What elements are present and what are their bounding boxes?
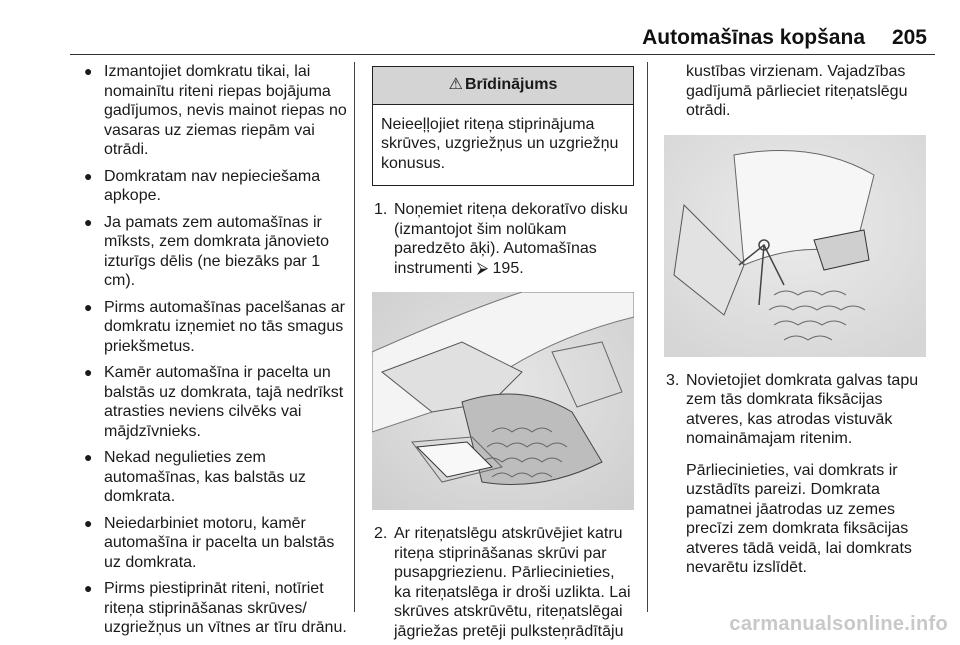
warning-header — [373, 67, 633, 105]
warning-text: Neieeļļojiet riteņa stiprinājuma skrūves, uzgriežņus un uzgriežņu konusus. — [381, 115, 619, 172]
warning-title: Brīdinājums — [464, 76, 558, 93]
bullet-icon: ● — [84, 449, 93, 465]
bullet-icon: ● — [84, 364, 93, 380]
column-left — [80, 62, 348, 645]
jack-position-drawing — [664, 135, 926, 357]
column-divider — [354, 62, 355, 612]
step-2 — [372, 524, 634, 641]
list-item: ● Kamēr automašīna ir pacelta un balstās uz domkrata, tajā nedrīkst atrasties neviens cilvēks vai mājdzīvnieks. — [84, 364, 344, 440]
page-header — [0, 18, 935, 58]
page-ref-arrow-icon: ⮚ — [476, 259, 489, 277]
step-paragraph: Pārliecinieties, vai domkrats ir uzstādīts pareizi. Domkrata pamatnei jāatrodas uz zemes precīzi zem domkrata fiksācijas atveres tādā veidā, lai domkrats nevarētu izslīdēt. — [686, 461, 912, 576]
bullet-icon: ● — [84, 298, 93, 315]
step-number: 2. — [374, 525, 388, 542]
wheel-arch-drawing — [372, 292, 634, 510]
list-item: ● Pirms automašīnas pacelšanas ar domkratu izņemiet no tās smagus priekšmetus. — [84, 298, 345, 355]
step-text: Ar riteņatslēgu atskrūvējiet katru riteņa stiprināšanas skrūvi par pusapgriezienu. Pārliecinieties, ka riteņatslēga ir droši uzlikta. Lai skrūves atskrūvētu, riteņatslēgai jāgriežas pretēji pulksteņrādītāju — [394, 525, 631, 640]
page-reference[interactable]: 195. — [492, 259, 524, 277]
step-3 — [664, 371, 929, 578]
step-number: 1. — [374, 201, 388, 218]
header-rule — [70, 54, 935, 55]
warning-triangle-icon: ⚠ — [448, 76, 463, 93]
bullet-icon: ● — [84, 514, 93, 531]
step-text: Noņemiet riteņa dekoratīvo disku (izmantojot šim nolūkam paredzēto āķi). Automašīnas instrumenti — [394, 201, 628, 277]
page-number: 205 — [891, 26, 927, 49]
watermark: carmanualsonline.info — [729, 613, 948, 635]
column-divider — [647, 62, 648, 612]
list-item: ● Nekad negulieties zem automašīnas, kas balstās uz domkrata. — [84, 449, 306, 505]
wheel-cover-illustration — [372, 292, 634, 510]
bullet-icon: ● — [84, 580, 93, 596]
list-item: ● Izmantojiet domkratu tikai, lai nomainītu riteni riepas bojājuma gadījumos, nevis mainot riepas no vasaras uz ziemas riepām vai otrādi. — [84, 63, 347, 158]
warning-box — [372, 66, 634, 186]
step-number: 3. — [666, 371, 680, 389]
step-1 — [372, 200, 634, 278]
bullet-icon: ● — [84, 167, 93, 184]
bullet-icon: ● — [84, 63, 93, 79]
list-item: ● Ja pamats zem automašīnas ir mīksts, zem domkrata jānovieto izturīgs dēlis (ne biezāks par 1 cm). — [84, 213, 329, 289]
step-text: Novietojiet domkrata galvas tapu zem tās domkrata fiksācijas atveres, kas atrodas vistuvāk nomaināmajam ritenim. — [686, 371, 919, 447]
header-title: Automašīnas kopšana — [642, 26, 865, 49]
continued-text: kustības virzienam. Vajadzības gadījumā pārlieciet riteņatslēgu otrādi. — [686, 63, 908, 119]
list-item: ● Pirms piestiprināt riteni, notīriet riteņa stiprināšanas skrūves/ uzgriežņus un vītnes ar tīru drānu. — [84, 580, 347, 636]
column-right — [664, 62, 929, 578]
list-item: ● Neiedarbiniet motoru, kamēr automašīna ir pacelta un balstās uz domkrata. — [84, 514, 335, 571]
column-middle — [372, 62, 634, 641]
list-item: ● Domkratam nav nepieciešama apkope. — [84, 167, 321, 204]
jack-point-illustration — [664, 135, 926, 357]
bullet-icon: ● — [84, 213, 93, 230]
precaution-list — [80, 62, 348, 638]
